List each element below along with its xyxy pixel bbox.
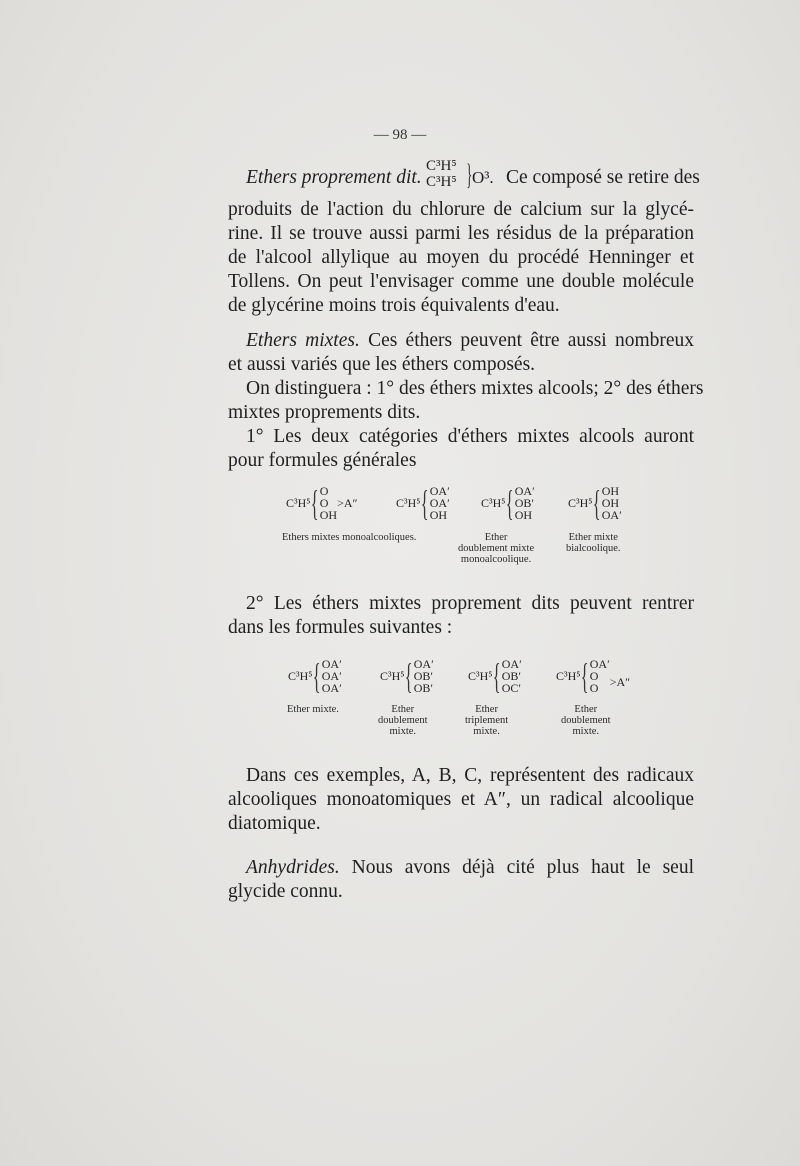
formula-row: OB′: [413, 669, 434, 683]
formula-2a: C³H⁵{ OA′ OA′ OA′: [288, 656, 342, 696]
text-line: pour formules générales: [228, 450, 417, 471]
formula-prefix: C³H⁵: [288, 669, 313, 683]
line-text: Ces éthers peuvent être aussi nombreux: [368, 330, 695, 351]
line-text: Nous avons déjà cité plus haut le seul: [351, 857, 694, 878]
paragraph-ethers-mixtes: [228, 329, 704, 473]
formula-row: OB′: [413, 681, 434, 695]
paragraph-proprement-dits: [228, 592, 694, 640]
formula-prefix: C³H⁵: [380, 669, 405, 683]
formula-row: O: [589, 669, 599, 683]
formula-row: OA′: [321, 669, 342, 683]
text-line: et aussi variés que les éthers composés.: [228, 354, 536, 375]
formula-row: OH: [319, 508, 338, 522]
section-label: Ethers proprement dit.: [246, 167, 422, 188]
line-text: Ce composé se retire des: [506, 167, 700, 188]
formula-row: OH: [429, 508, 448, 522]
caption-doublement-mixte-monoalcoolique: Ether doublement mixte monoalcoolique.: [458, 532, 535, 565]
formula-row: OA′: [501, 657, 522, 671]
paragraph-1-first-line: [228, 158, 700, 198]
text-line: de glycérine moins trois équivalents d'eau.: [228, 295, 560, 316]
formula-row: O: [319, 484, 329, 498]
inline-formula: [426, 158, 457, 190]
formula-1b: C³H⁵{ OA′ OA′ OH: [396, 483, 450, 523]
caption-triplement-mixte: Ether triplement mixte.: [465, 704, 509, 737]
text-line: 2° Les éthers mixtes proprement dits peuvent rentrer: [246, 593, 694, 614]
formula-1c: C³H⁵{ OA′ OB′ OH: [481, 483, 535, 523]
formula-row: OC′: [501, 681, 522, 695]
formula-prefix: C³H⁵: [481, 496, 506, 510]
section-label: Ethers mixtes.: [246, 330, 360, 351]
paragraph-anhydrides: [228, 856, 694, 904]
text-line: On distinguera : 1° des éthers mixtes alcools; 2° des éthers: [246, 378, 704, 399]
text-line: glycide connu.: [228, 881, 343, 902]
formula-row: OB′: [501, 669, 522, 683]
brace-symbol: }: [466, 158, 473, 191]
formula-1a: C³H⁵{ O O OH >A″: [286, 483, 358, 523]
formula-row: OH: [601, 484, 620, 498]
formula-row: OH: [601, 496, 620, 510]
formula-prefix: C³H⁵: [468, 669, 493, 683]
formula-1d: C³H⁵{ OH OH OA′: [568, 483, 622, 523]
text-line: 1° Les deux catégories d'éthers mixtes alcools auront: [246, 426, 694, 447]
formula-row: OA′: [429, 496, 450, 510]
page-number: — 98 —: [373, 127, 427, 143]
formula-prefix: C³H⁵: [396, 496, 421, 510]
formula-row: OA′: [589, 657, 610, 671]
formula-row: OA′: [601, 508, 622, 522]
formula-row: OH: [514, 508, 533, 522]
text-line: [228, 856, 694, 880]
formula-row: OA′: [514, 484, 535, 498]
text-line: alcooliques monoatomiques et A″, un radical alcoolique: [228, 789, 694, 810]
formula-top: C³H⁵: [426, 158, 457, 174]
paragraph-ethers-proprement-dit: [228, 158, 700, 318]
text-line: Tollens. On peut l'envisager comme une double molécule: [228, 271, 694, 292]
formula-suffix: >A″: [609, 675, 631, 689]
caption-doublement-mixte-2: Ether doublement mixte.: [561, 704, 611, 737]
formula-suffix: >A″: [337, 496, 358, 510]
formula-prefix: C³H⁵: [556, 669, 581, 683]
caption-ether-mixte: Ether mixte.: [287, 704, 339, 715]
formula-row: O: [589, 681, 599, 695]
paragraph-exemples: [228, 764, 694, 836]
formula-2d: C³H⁵{ OA′ O O >A″: [556, 656, 631, 696]
text-line: Dans ces exemples, A, B, C, représentent des radicaux: [246, 765, 694, 786]
text-line: [228, 329, 694, 353]
formula-right: O³.: [472, 168, 494, 187]
caption-monoalcooliques: Ethers mixtes monoalcooliques.: [282, 532, 417, 543]
section-label: Anhydrides.: [246, 857, 340, 878]
formula-row: OA′: [321, 657, 342, 671]
formula-row: OA′: [413, 657, 434, 671]
formula-bottom: C³H⁵: [426, 174, 457, 190]
formula-2c: C³H⁵{ OA′ OB′ OC′: [468, 656, 522, 696]
text-line: mixtes proprements dits.: [228, 402, 421, 423]
text-line: diatomique.: [228, 813, 321, 834]
text-line: dans les formules suivantes :: [228, 617, 453, 638]
caption-bialcoolique: Ether mixte bialcoolique.: [566, 532, 621, 554]
text-line: rine. Il se trouve aussi parmi les résidus de la préparation: [228, 223, 694, 244]
formula-2b: C³H⁵{ OA′ OB′ OB′: [380, 656, 434, 696]
text-line: produits de l'action du chlorure de calcium sur la glycé-: [228, 199, 694, 220]
formula-row: OB′: [514, 496, 535, 510]
formula-row: O: [319, 496, 329, 510]
formula-prefix: C³H⁵: [568, 496, 593, 510]
formula-prefix: C³H⁵: [286, 496, 311, 510]
formula-row: OA′: [429, 484, 450, 498]
text-line: de l'alcool allylique au moyen du procédé Henninger et: [228, 247, 694, 268]
caption-doublement-mixte: Ether doublement mixte.: [378, 704, 428, 737]
formula-row: OA′: [321, 681, 342, 695]
